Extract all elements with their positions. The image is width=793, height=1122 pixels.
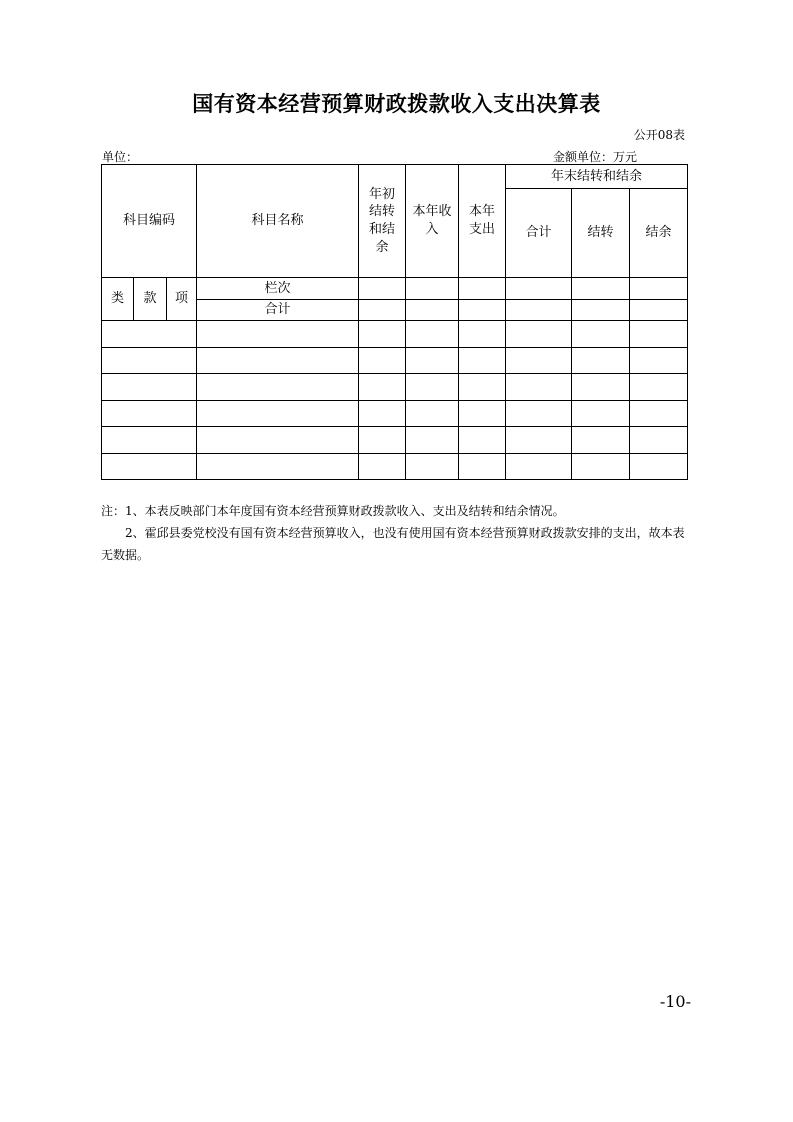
table-cell [459, 321, 506, 348]
table-cell [630, 348, 688, 374]
table-cell [359, 278, 406, 300]
row-total-label: 合计 [197, 300, 359, 321]
table-cell [630, 321, 688, 348]
header-class: 类 [102, 278, 134, 321]
header-current-income [406, 165, 459, 278]
table-cell [572, 454, 630, 480]
table-cell [102, 401, 197, 427]
table-cell [506, 374, 572, 401]
table-cell [359, 427, 406, 454]
table-cell [197, 348, 359, 374]
table-row [102, 401, 688, 427]
budget-table [101, 164, 688, 480]
table-cell [630, 278, 688, 300]
table-cell [197, 321, 359, 348]
note-2: 2、霍邱县委党校没有国有资本经营预算收入，也没有使用国有资本经营预算财政拨款安排的支出，故本表无数据。 [101, 526, 685, 562]
header-current-expense [459, 165, 506, 278]
table-cell [406, 321, 459, 348]
table-cell [359, 401, 406, 427]
table-cell [102, 454, 197, 480]
table-cell [197, 401, 359, 427]
header-subject-name: 科目名称 [197, 165, 359, 278]
table-cell [630, 300, 688, 321]
page-number: -10- [659, 992, 691, 1011]
table-cell [459, 401, 506, 427]
table-cell [359, 348, 406, 374]
note-1: 注：1、本表反映部门本年度国有资本经营预算财政拨款收入、支出及结转和结余情况。 [101, 504, 565, 518]
table-cell [459, 300, 506, 321]
table-row [102, 454, 688, 480]
table-cell [572, 300, 630, 321]
table-cell [630, 427, 688, 454]
table-cell [102, 374, 197, 401]
table-cell [506, 278, 572, 300]
money-unit-label: 金额单位：万元 [552, 150, 637, 164]
header-item: 款 [134, 278, 167, 321]
table-cell [572, 401, 630, 427]
header-opening-balance [359, 165, 406, 278]
table-cell [572, 427, 630, 454]
table-cell [572, 321, 630, 348]
table-cell [406, 278, 459, 300]
table-row [102, 348, 688, 374]
table-cell [506, 401, 572, 427]
header-subitem: 项 [167, 278, 197, 321]
table-cell [406, 348, 459, 374]
table-cell [506, 321, 572, 348]
table-cell [102, 321, 197, 348]
table-cell [459, 454, 506, 480]
table-cell [506, 427, 572, 454]
table-cell [359, 321, 406, 348]
table-cell [197, 374, 359, 401]
header-opening-balance-text: 年初结转和结余 [368, 186, 395, 255]
table-cell [102, 348, 197, 374]
unit-label: 单位： [102, 150, 139, 164]
table-cell [406, 374, 459, 401]
table-cell [102, 427, 197, 454]
notes [101, 500, 693, 566]
table-cell [506, 454, 572, 480]
table-cell [459, 374, 506, 401]
form-code: 公开08表 [633, 128, 685, 142]
table-cell [359, 300, 406, 321]
table-cell [406, 300, 459, 321]
table-cell [197, 454, 359, 480]
table-row [102, 321, 688, 348]
header-ending-carryover: 结转 [572, 189, 630, 278]
table-cell [630, 374, 688, 401]
table-cell [572, 278, 630, 300]
header-current-income-text: 本年收入 [412, 204, 452, 237]
table-cell [459, 278, 506, 300]
table-row [102, 374, 688, 401]
page-title: 国有资本经营预算财政拨款收入支出决算表 [192, 92, 601, 116]
row-column-number-label: 栏次 [197, 278, 359, 300]
table-cell [406, 427, 459, 454]
table-cell [459, 348, 506, 374]
header-subject-code: 科目编码 [102, 165, 197, 278]
table-cell [506, 300, 572, 321]
table-row [102, 427, 688, 454]
table-cell [630, 401, 688, 427]
header-ending-total: 合计 [506, 189, 572, 278]
table-cell [406, 401, 459, 427]
table-cell [406, 454, 459, 480]
table-cell [459, 427, 506, 454]
table-cell [359, 374, 406, 401]
header-ending-surplus: 结余 [630, 189, 688, 278]
table-cell [630, 454, 688, 480]
table-cell [197, 427, 359, 454]
header-ending-balance-group: 年末结转和结余 [506, 165, 688, 189]
table-cell [572, 348, 630, 374]
header-current-expense-text: 本年支出 [468, 204, 495, 237]
table-cell [506, 348, 572, 374]
table-cell [359, 454, 406, 480]
table-cell [572, 374, 630, 401]
